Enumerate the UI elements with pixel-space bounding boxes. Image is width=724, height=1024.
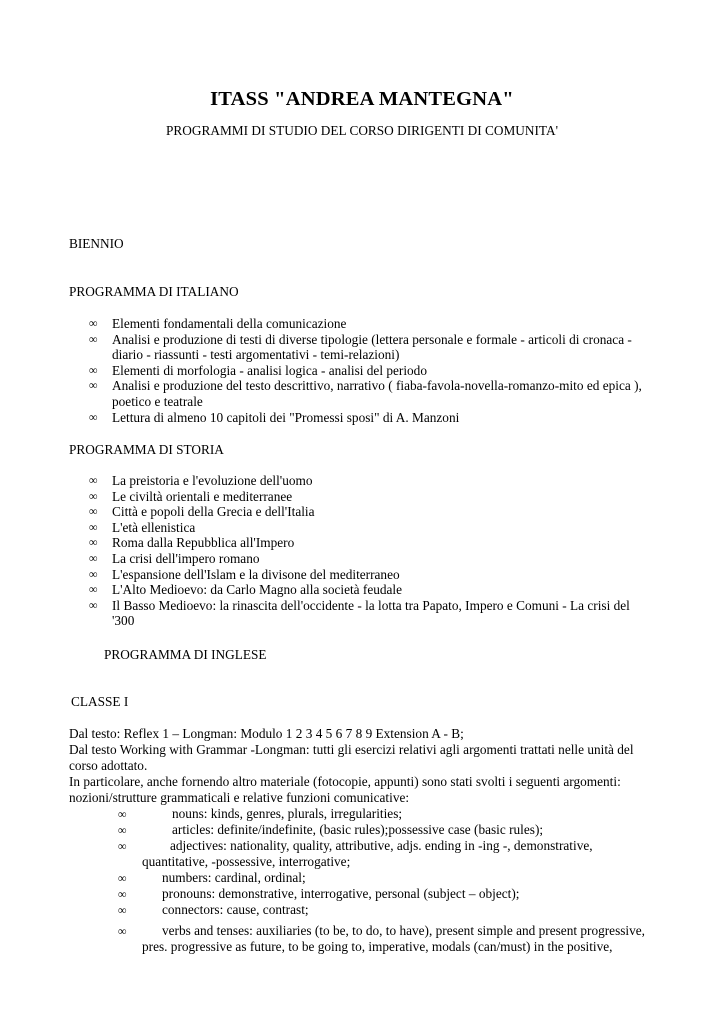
- list-item-text: numbers: cardinal, ordinal;: [162, 870, 306, 885]
- list-item-text: Analisi e produzione del testo descrittivo, narrativo ( fiaba-favola-novella-romanzo-mito ed epica ),: [112, 378, 642, 394]
- heading-inglese: PROGRAMMA DI INGLESE: [104, 647, 267, 662]
- list-item-text: Le civiltà orientali e mediterranee: [112, 488, 293, 504]
- storia-list-item: [89, 582, 630, 598]
- bullet-infinity-icon: ∞: [89, 582, 98, 597]
- inglese-list-item: [118, 870, 645, 886]
- list-item-text: poetico e teatrale: [112, 393, 203, 409]
- storia-list-item: [89, 520, 630, 536]
- bullet-infinity-icon: ∞: [89, 566, 98, 581]
- list-item-text: pres. progressive as future, to be going to, imperative, modals (can/must) in the positive,: [142, 939, 613, 954]
- document-subtitle: PROGRAMMI DI STUDIO DEL CORSO DIRIGENTI DI COMUNITA': [166, 123, 558, 138]
- list-item-text: verbs and tenses: auxiliaries (to be, to do, to have), present simple and present progressive,: [162, 923, 645, 938]
- list-item-text: Lettura di almeno 10 capitoli dei "Promessi sposi" di A. Manzoni: [112, 409, 460, 425]
- list-item-text: '300: [112, 613, 135, 629]
- storia-list-item: [89, 551, 630, 567]
- list-item-text: Il Basso Medioevo: la rinascita dell'occidente - la lotta tra Papato, Impero e Comuni - La crisi del: [112, 597, 630, 613]
- storia-list-item: [89, 598, 630, 629]
- italiano-list-item: [89, 316, 642, 332]
- bullet-infinity-icon: ∞: [118, 871, 127, 885]
- inglese-paragraph-line: nozioni/strutture grammaticali e relative funzioni comunicative:: [69, 790, 410, 805]
- italiano-list-item: [89, 363, 642, 379]
- bullet-infinity-icon: ∞: [89, 550, 98, 565]
- list-item-text: quantitative, -possessive, interrogative;: [142, 854, 351, 869]
- bullet-infinity-icon: ∞: [89, 409, 98, 424]
- list-item-text: Roma dalla Repubblica all'Impero: [112, 535, 295, 551]
- list-item-text: Città e popoli della Grecia e dell'Italia: [112, 504, 315, 520]
- inglese-paragraph-line: In particolare, anche fornendo altro materiale (fotocopie, appunti) sono stati svolti i seguenti argomenti:: [69, 774, 621, 789]
- storia-list-item: [89, 489, 630, 505]
- italiano-list-item: [89, 410, 642, 426]
- inglese-list-item: [118, 838, 645, 870]
- italiano-list-item: [89, 378, 642, 409]
- list-item-text: pronouns: demonstrative, interrogative, personal (subject – object);: [162, 886, 520, 901]
- inglese-list-item: [118, 923, 645, 955]
- bullet-infinity-icon: ∞: [89, 362, 98, 377]
- list-storia: [89, 473, 630, 629]
- list-item-text: adjectives: nationality, quality, attributive, adjs. ending in -ing -, demonstrative,: [170, 838, 593, 853]
- bullet-infinity-icon: ∞: [89, 519, 98, 534]
- bullet-infinity-icon: ∞: [89, 378, 98, 393]
- inglese-paragraph-line: corso adottato.: [69, 758, 148, 773]
- classe-label: CLASSE I: [71, 694, 129, 709]
- list-inglese: [118, 806, 645, 955]
- storia-list-item: [89, 504, 630, 520]
- list-item-text: connectors: cause, contrast;: [162, 902, 309, 917]
- inglese-list-item: [118, 822, 645, 838]
- bullet-infinity-icon: ∞: [118, 887, 127, 901]
- list-item-text: Elementi di morfologia - analisi logica - analisi del periodo: [112, 362, 427, 378]
- list-item-text: Analisi e produzione di testi di diverse tipologie (lettera personale e formale - articoli di cronaca -: [112, 331, 632, 347]
- list-italiano: [89, 316, 642, 425]
- bullet-infinity-icon: ∞: [89, 488, 98, 503]
- storia-list-item: [89, 567, 630, 583]
- list-item-text: La preistoria e l'evoluzione dell'uomo: [112, 473, 313, 488]
- list-item-text: articles: definite/indefinite, (basic rules);possessive case (basic rules);: [172, 822, 544, 837]
- inglese-list-item: [118, 902, 645, 918]
- inglese-list-item: [118, 806, 645, 822]
- bullet-infinity-icon: ∞: [89, 504, 98, 519]
- section-biennio: BIENNIO: [69, 236, 124, 251]
- list-item-text: L'espansione dell'Islam e la divisone del mediterraneo: [112, 566, 400, 582]
- bullet-infinity-icon: ∞: [89, 331, 98, 346]
- heading-italiano: PROGRAMMA DI ITALIANO: [69, 284, 239, 299]
- bullet-infinity-icon: ∞: [118, 823, 127, 837]
- list-item-text: La crisi dell'impero romano: [112, 550, 260, 566]
- storia-list-item: [89, 535, 630, 551]
- list-item-text: diario - riassunti - testi argomentativi - temi-relazioni): [112, 347, 400, 363]
- bullet-infinity-icon: ∞: [118, 807, 127, 821]
- bullet-infinity-icon: ∞: [118, 839, 127, 853]
- inglese-paragraph-line: Dal testo Working with Grammar -Longman: tutti gli esercizi relativi agli argomenti trattati nelle unità del: [69, 742, 634, 757]
- bullet-infinity-icon: ∞: [118, 903, 127, 917]
- inglese-paragraph-line: Dal testo: Reflex 1 – Longman: Modulo 1 2 3 4 5 6 7 8 9 Extension A - B;: [69, 726, 464, 741]
- list-item-text: L'Alto Medioevo: da Carlo Magno alla società feudale: [112, 582, 403, 598]
- heading-storia: PROGRAMMA DI STORIA: [69, 442, 224, 457]
- list-item-text: nouns: kinds, genres, plurals, irregularities;: [172, 806, 403, 821]
- document-title: ITASS "ANDREA MANTEGNA": [210, 88, 514, 110]
- list-item-text: L'età ellenistica: [112, 519, 196, 535]
- bullet-infinity-icon: ∞: [118, 924, 127, 938]
- bullet-infinity-icon: ∞: [89, 535, 98, 550]
- bullet-infinity-icon: ∞: [89, 316, 98, 330]
- bullet-infinity-icon: ∞: [89, 597, 98, 612]
- bullet-infinity-icon: ∞: [89, 473, 98, 487]
- storia-list-item: [89, 473, 630, 489]
- inglese-list-item: [118, 886, 645, 902]
- list-item-text: Elementi fondamentali della comunicazione: [112, 316, 347, 331]
- italiano-list-item: [89, 332, 642, 363]
